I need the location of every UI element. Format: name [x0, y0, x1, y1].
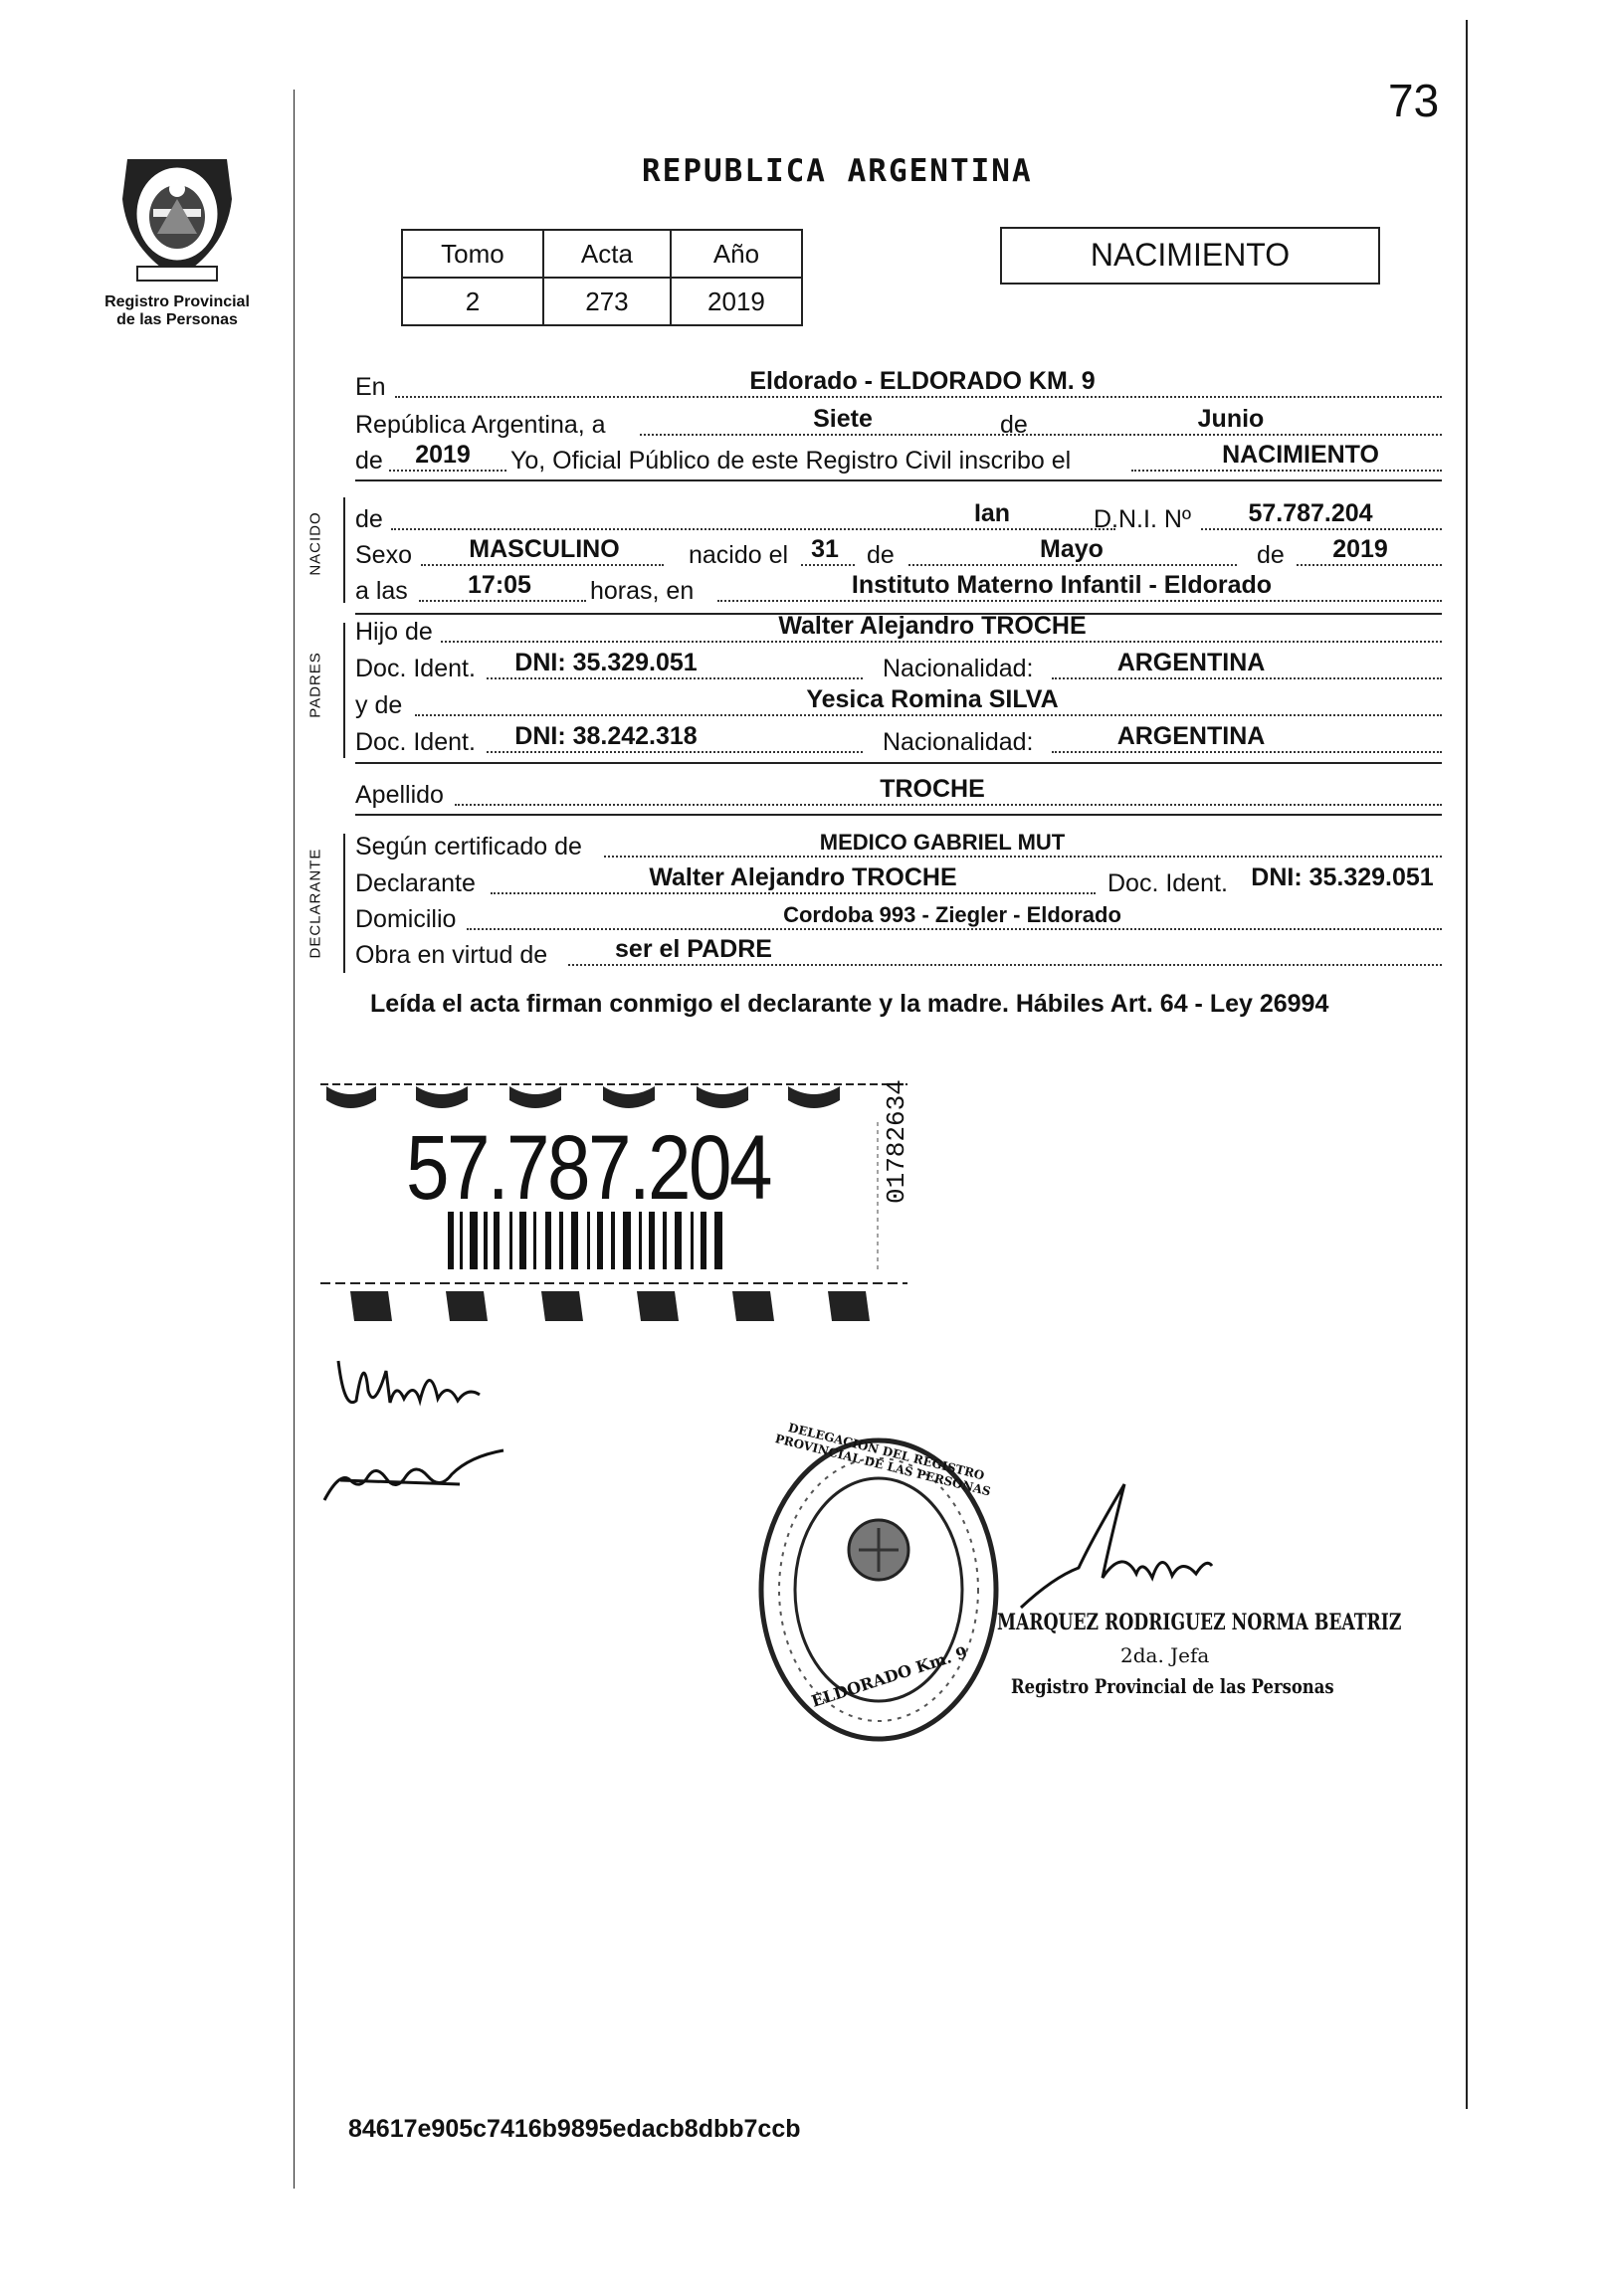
declarante-value: Walter Alejandro TROCHE: [649, 863, 957, 891]
mother-doc-value: DNI: 38.242.318: [514, 722, 698, 750]
nacido-section-label: NACIDO: [306, 511, 324, 576]
obra-value: ser el PADRE: [615, 935, 772, 963]
mother-name-value: Yesica Romina SILVA: [806, 685, 1059, 713]
closing-text: Leída el acta firman conmigo el declarante y la madre. Hábiles Art. 64 - Ley 26994: [370, 990, 1329, 1018]
place-value: Eldorado - ELDORADO KM. 9: [749, 367, 1096, 395]
header-acta: Acta: [543, 230, 671, 278]
row-nacido-name: de Ian D.N.I. Nº 57.787.204: [355, 502, 1442, 538]
section-divider: [355, 814, 1442, 816]
page-number: 73: [1388, 75, 1440, 126]
seal-outer-text: DELEGACION DEL REGISTRO PROVINCIAL DE LAS PERSONAS: [773, 1420, 993, 1499]
province-logo: [107, 139, 247, 288]
document-hash: 84617e905c7416b9895edacb8dbb7ccb: [348, 2115, 801, 2143]
row-sexo: Sexo MASCULINO nacido el 31 de Mayo de 2019: [355, 538, 1442, 574]
row-father: Hijo de Walter Alejandro TROCHE: [355, 615, 1442, 651]
row-domicilio: Domicilio Cordoba 993 - Ziegler - Eldorado: [355, 902, 1442, 938]
record-type-box: NACIMIENTO: [1000, 227, 1380, 285]
declarante-doc-value: DNI: 35.329.051: [1251, 863, 1434, 891]
padres-bracket: [343, 623, 345, 758]
row-republica: República Argentina, a Siete de Junio: [355, 408, 1442, 444]
domicilio-value: Cordoba 993 - Ziegler - Eldorado: [783, 902, 1121, 927]
declarante-section-label: DECLARANTE: [306, 848, 324, 959]
father-nationality-value: ARGENTINA: [1116, 649, 1266, 676]
value-anio: 2019: [671, 278, 802, 325]
row-mother-doc: Doc. Ident. DNI: 38.242.318 Nacionalidad: ARGENTINA: [355, 725, 1442, 761]
padres-section-label: PADRES: [306, 652, 324, 718]
declarante-bracket: [343, 834, 345, 973]
father-doc-value: DNI: 35.329.051: [514, 649, 698, 676]
nacido-bracket: [343, 497, 345, 603]
section-divider: [355, 479, 1442, 481]
day-value: Siete: [813, 405, 873, 433]
inscribe-type-value: NACIMIENTO: [1222, 441, 1379, 469]
value-tomo: 2: [402, 278, 543, 325]
official-name: MARQUEZ RODRIGUEZ NORMA BEATRIZ: [997, 1610, 1402, 1635]
section-divider: [355, 762, 1442, 764]
row-obra: Obra en virtud de ser el PADRE: [355, 938, 1442, 974]
row-apellido: Apellido TROCHE: [355, 778, 1442, 814]
year-value: 2019: [415, 441, 471, 469]
birth-place-value: Instituto Materno Infantil - Eldorado: [851, 571, 1273, 599]
mother-nationality-value: ARGENTINA: [1116, 722, 1266, 750]
logo-caption: Registro Provincial de las Personas: [104, 293, 250, 328]
official-title: 2da. Jefa: [1120, 1643, 1210, 1667]
birth-time-value: 17:05: [468, 571, 531, 599]
apellido-value: TROCHE: [880, 775, 985, 803]
birth-day-value: 31: [811, 535, 839, 563]
left-margin-line: [294, 90, 295, 2189]
declarant-signature: [334, 1341, 494, 1421]
value-acta: 273: [543, 278, 671, 325]
child-name-value: Ian: [973, 499, 1011, 527]
birth-month-value: Mayo: [1040, 535, 1104, 563]
father-name-value: Walter Alejandro TROCHE: [778, 612, 1087, 640]
row-hora: a las 17:05 horas, en Instituto Materno Infantil - Eldorado: [355, 574, 1442, 610]
sticker-number: 57.787.204: [406, 1117, 770, 1219]
child-dni-value: 57.787.204: [1248, 499, 1373, 527]
mother-signature: [320, 1440, 509, 1510]
row-declarante: Declarante Walter Alejandro TROCHE Doc. Ident. DNI: 35.329.051: [355, 866, 1442, 902]
sticker-serial: 01782634: [882, 1079, 911, 1204]
sexo-value: MASCULINO: [469, 535, 620, 563]
header-tomo: Tomo: [402, 230, 543, 278]
document-title: REPUBLICA ARGENTINA: [642, 153, 1033, 189]
row-en: En Eldorado - ELDORADO KM. 9: [355, 370, 1442, 406]
certificado-value: MEDICO GABRIEL MUT: [819, 830, 1066, 855]
row-father-doc: Doc. Ident. DNI: 35.329.051 Nacionalidad: ARGENTINA: [355, 652, 1442, 687]
registry-table: [401, 229, 803, 326]
month-value: Junio: [1197, 405, 1265, 433]
seal-inner-text: ELDORADO Km. 9: [809, 1642, 970, 1711]
birth-year-value: 2019: [1332, 535, 1388, 563]
header-anio: Año: [671, 230, 802, 278]
official-signature: [1013, 1478, 1222, 1618]
row-certificado: Según certificado de MEDICO GABRIEL MUT: [355, 830, 1442, 865]
row-mother: y de Yesica Romina SILVA: [355, 688, 1442, 724]
right-margin-line: [1466, 20, 1468, 2109]
official-office: Registro Provincial de las Personas: [1011, 1674, 1334, 1698]
row-year: de 2019 Yo, Oficial Público de este Registro Civil inscribo el NACIMIENTO: [355, 444, 1442, 479]
